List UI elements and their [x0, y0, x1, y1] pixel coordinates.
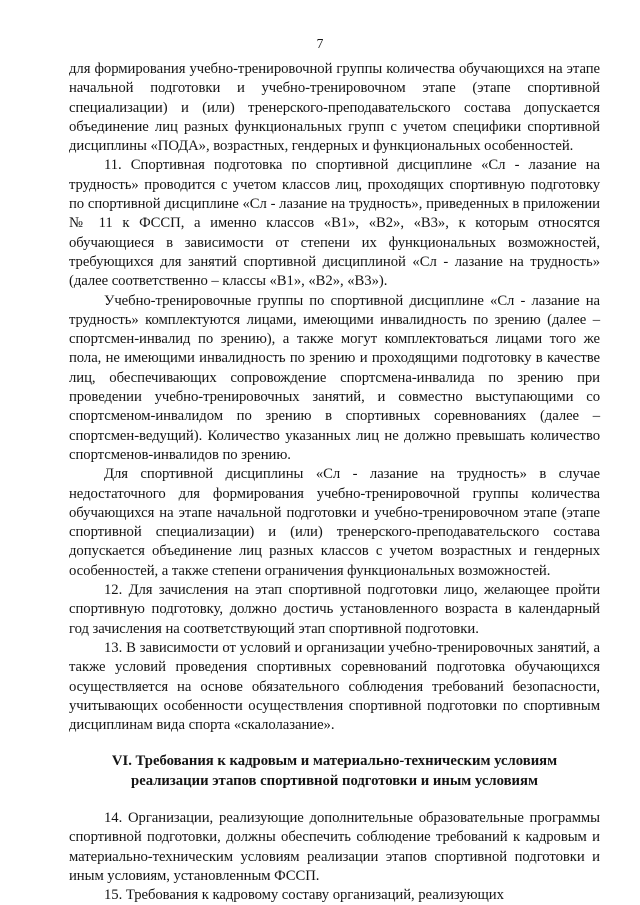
paragraph-11: 11. Спортивная подготовка по спортивной дисциплине «Сл - лазание на трудность» проводится с учетом классов лиц, проходящих спортивную подготовку по спортивной дисциплине «Сл - лазание на трудность», приведенных в приложении № 11 к ФССП, а именно классов «В1», «В2», «В3», к которым относятся обучающиеся в зависимости от степени их функциональных возможностей, требующихся для занятий спортивной дисциплиной «Сл - лазание на трудность» (далее соответственно – классы «В1», «В2», «В3»). — [69, 157, 600, 290]
section-heading — [69, 752, 600, 791]
paragraph-11-groups: Учебно-тренировочные группы по спортивной дисциплине «Сл - лазание на трудность» комплектуются лицами, имеющими инвалидность по зрению (далее – спортсмен-инвалид по зрению), а также могут комплектоваться лицами того же пола, не имеющими инвалидность по зрению и проходящими подготовку в качестве лиц, обеспечивающих сопровождение спортсмена-инвалида по зрению при проведении учебно-тренировочных занятий, и совместно выступающими со спортсменом-инвалидом по зрению в спортивных соревнованиях (далее – спортсмен-ведущий). Количество указанных лиц не должно превышать количество спортсменов-инвалидов по зрению. — [69, 292, 600, 463]
paragraph-12: 12. Для зачисления на этап спортивной подготовки лицо, желающее пройти спортивную подготовку, должно достичь установленного возраста в календарный год зачисления на соответствующий этап спортивной подготовки. — [69, 582, 600, 637]
section-heading-line-2: реализации этапов спортивной подготовки и иным условиям — [131, 772, 538, 789]
paragraph-14: 14. Организации, реализующие дополнительные образовательные программы спортивной подготовки, должны обеспечить соблюдение требований к кадровым и материально-техническим условиям реализации этапов спортивной подготовки и иным условиям, установленным ФССП. — [69, 809, 600, 884]
paragraph-continuation: для формирования учебно-тренировочной группы количества обучающихся на этапе начальной подготовки и учебно-тренировочном этапе (этапе спортивной специализации) и (или) тренерского-преподавательского состава допускается объединение лиц разных функциональных групп с учетом специфики спортивной дисциплины «ПОДА», возрастных, гендерных и функциональных особенностей. — [69, 61, 600, 155]
paragraph-13: 13. В зависимости от условий и организации учебно-тренировочных занятий, а также условий проведения спортивных соревнований подготовка обучающихся осуществляется на основе обязательного соблюдения требований безопасности, учитывающих особенности осуществления спортивной подготовки по спортивным дисциплинам вида спорта «скалолазание». — [69, 639, 600, 734]
paragraph-11-merging: Для спортивной дисциплины «Сл - лазание на трудность» в случае недостаточного для формирования учебно-тренировочной группы количества обучающихся на этапе начальной подготовки и учебно-тренировочном этапе (этапе спортивной специализации) и (или) тренерского-преподавательского состава допускается объединение лиц разных классов с учетом возрастных и гендерных особенностей, а также степени ограничения функциональных возможностей. — [69, 466, 600, 579]
document-body — [69, 60, 600, 905]
section-heading-line-1: VI. Требования к кадровым и материально-техническим условиям — [111, 753, 558, 770]
paragraph-15: 15. Требования к кадровому составу организаций, реализующих — [104, 887, 504, 904]
page-number: 7 — [316, 36, 324, 51]
